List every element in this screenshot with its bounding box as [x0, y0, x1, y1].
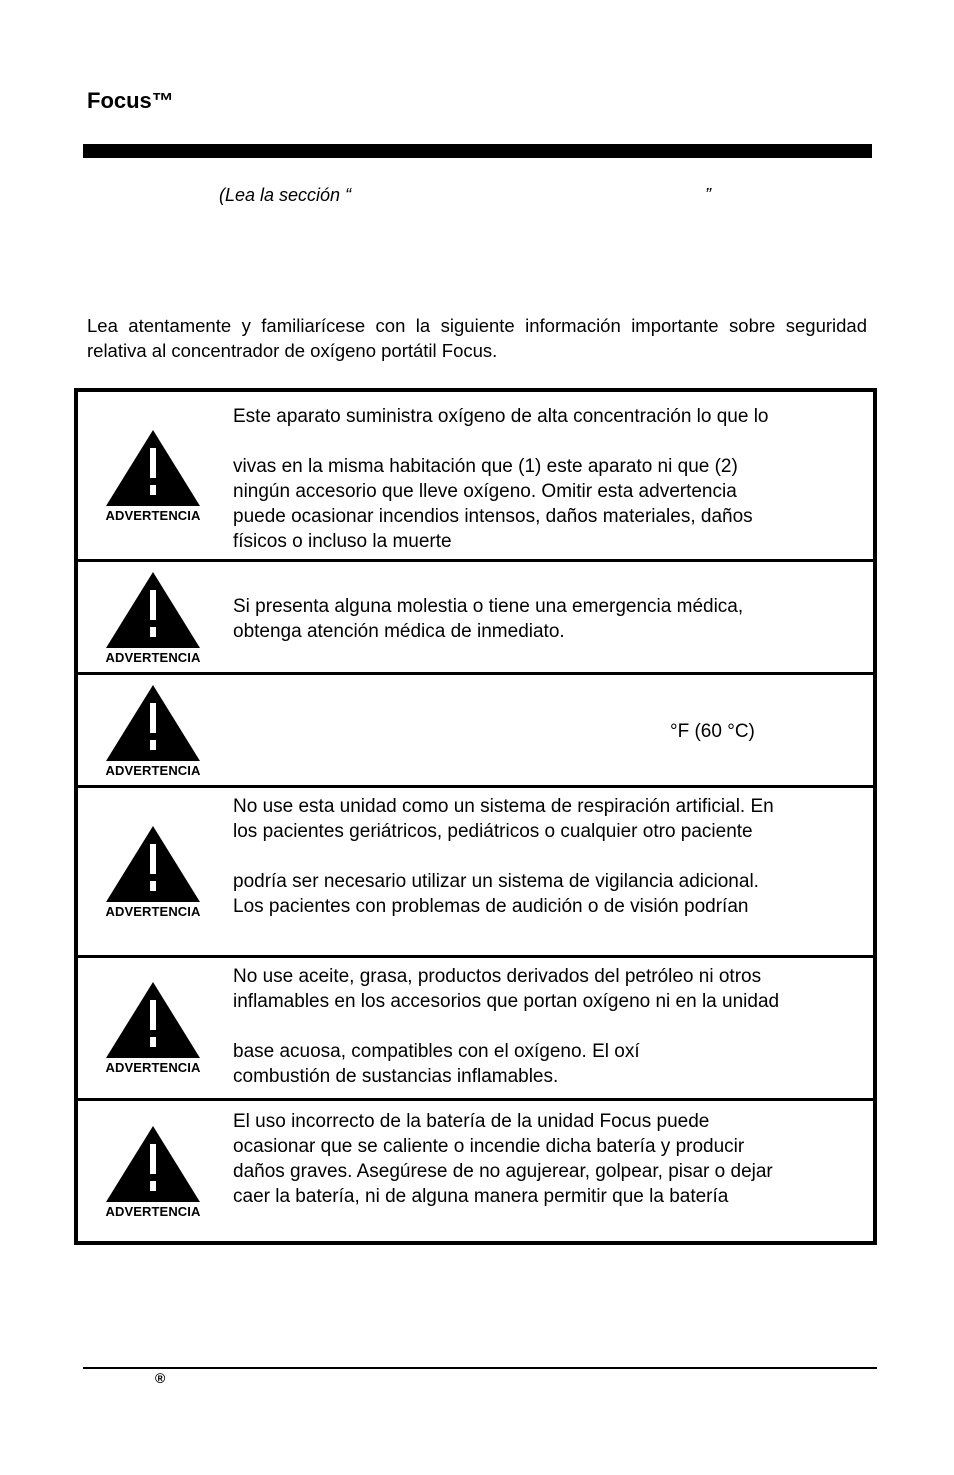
warning-symbol	[100, 982, 206, 1074]
warning-label: ADVERTENCIA	[105, 763, 201, 778]
warning-line: Si presenta alguna molestia o tiene una emergencia médica,	[233, 596, 744, 617]
warning-line: obtenga atención médica de inmediato.	[233, 621, 565, 642]
warning-label: ADVERTENCIA	[105, 508, 201, 523]
warning-line: físicos o incluso la muerte	[233, 531, 452, 552]
warning-line: vivas en la misma habitación que (1) este aparato ni que (2)	[233, 456, 738, 477]
warning-symbol	[100, 430, 206, 522]
warning-label: ADVERTENCIA	[105, 904, 201, 919]
section-reference-close: ”	[705, 185, 711, 205]
warning-row	[78, 392, 873, 562]
header-divider	[83, 144, 872, 158]
warning-line	[233, 1014, 863, 1039]
warning-line: base acuosa, compatibles con el oxígeno. El oxí	[233, 1041, 640, 1062]
warning-line: caer la batería, ni de alguna manera permitir que la batería	[233, 1186, 729, 1207]
warning-triangle-icon	[106, 1126, 200, 1202]
warnings-table	[74, 388, 877, 1245]
warning-line: °F (60 °C)	[670, 721, 755, 742]
warning-triangle-icon	[106, 982, 200, 1058]
warning-line: daños graves. Asegúrese de no agujerear, golpear, pisar o dejar	[233, 1161, 773, 1182]
registered-mark: ®	[155, 1370, 166, 1386]
warning-line: El uso incorrecto de la batería de la unidad Focus puede	[233, 1111, 710, 1132]
warning-line: Este aparato suministra oxígeno de alta concentración lo que lo	[233, 406, 769, 427]
warning-text	[233, 1109, 863, 1209]
warning-line: No use esta unidad como un sistema de respiración artificial. En	[233, 796, 774, 817]
warning-line: podría ser necesario utilizar un sistema de vigilancia adicional.	[233, 871, 759, 892]
warning-label: ADVERTENCIA	[105, 650, 201, 665]
intro-paragraph: Lea atentamente y familiarícese con la siguiente información importante sobre seguridad relativa al concentrador de oxígeno portátil Focus.	[87, 315, 867, 361]
warning-triangle-icon	[106, 685, 200, 761]
footer-divider	[83, 1367, 877, 1369]
warning-label: ADVERTENCIA	[105, 1060, 201, 1075]
warning-symbol	[100, 685, 206, 777]
warning-text	[233, 404, 863, 554]
warning-symbol	[100, 1126, 206, 1218]
warning-row	[78, 958, 873, 1101]
warning-line: los pacientes geriátricos, pediátricos o cualquier otro paciente	[233, 821, 753, 842]
warning-text	[233, 794, 863, 919]
warning-line	[233, 429, 863, 454]
page-title: Focus™	[87, 88, 174, 113]
warning-text	[233, 964, 863, 1089]
warning-line	[233, 844, 863, 869]
warning-triangle-icon	[106, 430, 200, 506]
warning-line: ocasionar que se caliente o incendie dicha batería y producir	[233, 1136, 745, 1157]
warning-line: combustión de sustancias inflamables.	[233, 1066, 559, 1087]
warning-row	[78, 675, 873, 788]
warning-text	[670, 719, 850, 744]
warning-symbol	[100, 826, 206, 918]
warning-line: inflamables en los accesorios que portan oxígeno ni en la unidad	[233, 991, 780, 1012]
warning-triangle-icon	[106, 572, 200, 648]
warning-row	[78, 1101, 873, 1241]
warning-line: ningún accesorio que lleve oxígeno. Omitir esta advertencia	[233, 481, 737, 502]
warning-symbol	[100, 572, 206, 664]
warning-triangle-icon	[106, 826, 200, 902]
warning-line: Los pacientes con problemas de audición o de visión podrían	[233, 896, 749, 917]
warning-label: ADVERTENCIA	[105, 1204, 201, 1219]
warning-text	[233, 594, 863, 644]
warning-row	[78, 562, 873, 675]
warning-line: No use aceite, grasa, productos derivados del petróleo ni otros	[233, 966, 762, 987]
section-reference-open: (Lea la sección “	[219, 185, 352, 205]
warning-line: puede ocasionar incendios intensos, daños materiales, daños	[233, 506, 753, 527]
warning-row	[78, 788, 873, 958]
